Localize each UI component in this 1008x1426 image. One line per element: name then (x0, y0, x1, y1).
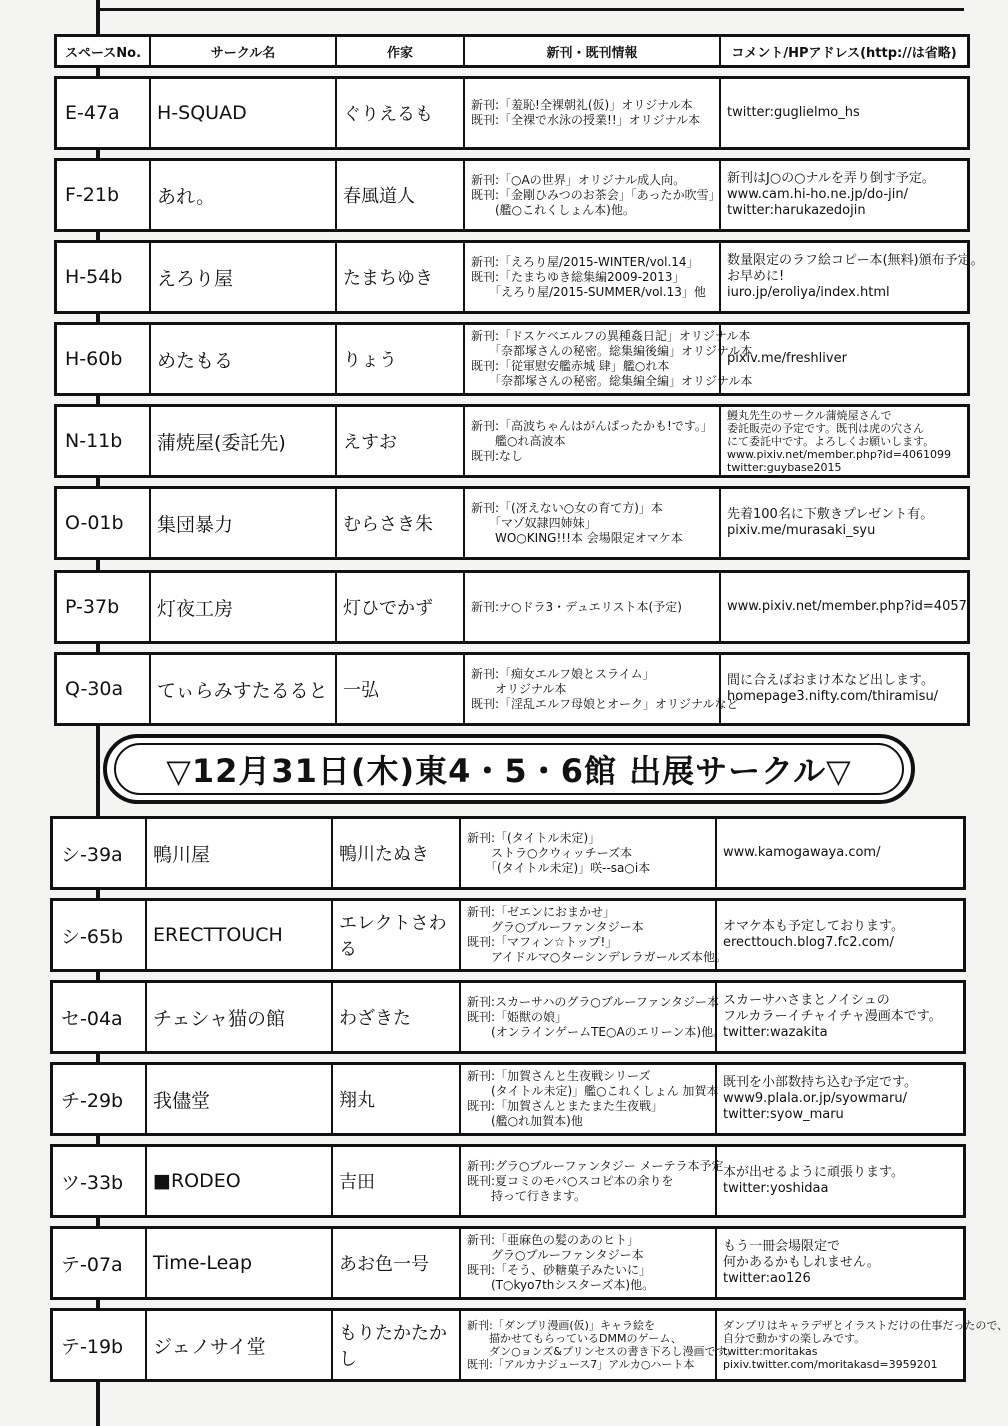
release-info-line: 新刊:「ゼエンにおまかせ」 (467, 905, 616, 919)
comment-line: 新刊はJ○の○ナルを弄り倒す予定。 (727, 171, 935, 186)
release-info-line: 既刊:夏コミのモバ○スコピ本の余りを (467, 1173, 674, 1188)
comment-line: www.kamogawaya.com/ (723, 845, 881, 860)
release-info-line: 既刊:「加賀さんとまたまた生夜戦」 (467, 1099, 664, 1113)
space-number: N-11b (57, 407, 151, 475)
release-info-line: 新刊:「ダンプリ漫画(仮)」キャラ絵を (467, 1319, 655, 1332)
release-info-line: 既刊:「マフィン☆トップ!」 (467, 935, 618, 949)
release-info-line: 既刊:「全裸で水泳の授業!!」オリジナル本 (471, 113, 701, 127)
table-row (50, 980, 966, 1054)
comment-url (721, 79, 967, 147)
comment-line: twitter:yoshidaa (723, 1181, 829, 1196)
release-info-line: 新刊:グラ○ブルーファンタジー メーテラ本予定 (467, 1158, 724, 1173)
release-info-line: 既刊:なし (471, 448, 524, 463)
comment-line: www.pixiv.net/member.php?id=4061099 (727, 447, 951, 461)
circle-name: えろり屋 (151, 243, 337, 311)
release-info-line: 既刊:「そう、砂糖菓子みたいに」 (467, 1263, 652, 1277)
release-info (465, 243, 721, 311)
comment-line: twitter:syow_maru (723, 1107, 844, 1122)
release-info-line: (艦○これくしょん本)他。 (471, 202, 635, 217)
circle-name: 鴨川屋 (147, 819, 333, 887)
comment-line: pixiv.me/freshliver (727, 351, 847, 366)
comment-line: お早めに! (727, 269, 785, 284)
author-name: 吉田 (333, 1147, 461, 1215)
comment-line: erecttouch.blog7.fc2.com/ (723, 935, 894, 950)
circle-name: Time-Leap (147, 1229, 333, 1297)
comment-line: 委託販売の予定です。既刊は虎の穴さん (727, 421, 925, 435)
comment-url (717, 1065, 963, 1133)
space-number: テ-07a (53, 1229, 147, 1297)
comment-line: twitter:ao126 (723, 1271, 811, 1286)
release-info-line: 既刊:「淫乱エルフ母娘とオーク」オリジナルなど (471, 696, 739, 711)
circle-name: 蒲焼屋(委託先) (151, 407, 337, 475)
release-info-line: 新刊:「えろり屋/2015-WINTER/vol.14」 (471, 254, 699, 269)
release-info-line: 新刊:「羞恥!全裸朝礼(仮)」オリジナル本 (471, 98, 693, 112)
release-info (461, 1147, 724, 1215)
author-name: ぐりえるも (337, 79, 465, 147)
table-row (50, 898, 966, 972)
comment-url (717, 983, 963, 1051)
author-name: わざきた (333, 983, 461, 1051)
top-border-line (96, 0, 964, 11)
release-info-line: 艦○れ高波本 (471, 433, 566, 448)
space-number: テ-19b (53, 1311, 147, 1379)
author-name: 春風道人 (337, 161, 465, 229)
release-info-line: 「えろり屋/2015-SUMMER/vol.13」他 (471, 284, 706, 299)
comment-line: 既刊を小部数持ち込む予定です。 (723, 1075, 917, 1090)
circle-name: 我儘堂 (147, 1065, 333, 1133)
space-number: E-47a (57, 79, 151, 147)
author-name: たまちゆき (337, 243, 465, 311)
space-number: シ-39a (53, 819, 147, 887)
release-info-line: グラ○ブルーファンタジー本 (467, 920, 644, 934)
table-row (54, 570, 970, 644)
table-row (54, 652, 970, 726)
comment-line: pixiv.me/murasaki_syu (727, 523, 876, 538)
release-info-line: 持って行きます。 (467, 1188, 587, 1203)
table-row (54, 404, 970, 478)
comment-line: にて委託中です。よろしくお願いします。 (727, 434, 935, 448)
circle-name: チェシャ猫の館 (147, 983, 333, 1051)
release-info (465, 489, 721, 557)
comment-line: 間に合えばおまけ本など出します。 (727, 673, 934, 688)
author-name: 一弘 (337, 655, 465, 723)
circle-name: てぃらみすたるると (151, 655, 337, 723)
release-info-line: 既刊:「アルカナジュース7」アルカ○ハート本 (467, 1358, 695, 1371)
release-info-line: 新刊:スカーサハのグラ○ブルーファンタジー本 (467, 994, 719, 1009)
comment-url (721, 161, 967, 229)
comment-line: フルカラーイチャイチャ漫画本です。 (723, 1009, 942, 1024)
release-info-line: 描かせてもらっているDMMのゲーム、 (467, 1332, 682, 1345)
comment-url (721, 489, 967, 557)
author-name: もりたかたかし (333, 1311, 461, 1379)
release-info-line: オリジナル本 (471, 681, 567, 696)
release-info-line: 「(タイトル未定)」咲--sa○i本 (467, 860, 651, 875)
circle-name: ■RODEO (147, 1147, 333, 1215)
circle-name: あれ。 (151, 161, 337, 229)
space-number: P-37b (57, 573, 151, 641)
circle-name: ジェノサイ堂 (147, 1311, 333, 1379)
space-number: Q-30a (57, 655, 151, 723)
release-info-line: ストラ○クウィッチーズ本 (467, 845, 633, 860)
comment-line: 先着100名に下敷きプレゼント有。 (727, 507, 934, 522)
release-info-line: 「マゾ奴隷四姉妹」 (471, 515, 597, 530)
circle-name: ERECTTOUCH (147, 901, 333, 969)
table-row (54, 76, 970, 150)
comment-line: スカーサハさまとノイシュの (723, 993, 890, 1008)
comment-line: iuro.jp/eroliya/index.html (727, 285, 890, 300)
space-number: ツ-33b (53, 1147, 147, 1215)
release-info-line: 新刊:「亜麻色の髪のあのヒト」 (467, 1233, 640, 1247)
release-info-line: 「奈都塚さんの秘密。総集編全編」オリジナル本 (471, 374, 753, 388)
comment-url (721, 655, 967, 723)
release-info-line: アイドルマ○ターシンデレラガールズ本他。 (467, 950, 728, 964)
release-info-line: 既刊:「金剛ひみつのお茶会」「あったか吹雪」 (471, 187, 721, 202)
release-info (465, 655, 739, 723)
header-space: スペースNo. (57, 37, 151, 65)
author-name: えすお (337, 407, 465, 475)
release-info-line: 新刊:「高波ちゃんはがんばったかも!です。」 (471, 418, 713, 433)
space-number: シ-65b (53, 901, 147, 969)
comment-url (717, 1147, 963, 1215)
author-name: 翔丸 (333, 1065, 461, 1133)
space-number: F-21b (57, 161, 151, 229)
comment-line: www.cam.hi-ho.ne.jp/do-jin/ (727, 187, 908, 202)
release-info-line: グラ○ブルーファンタジー本 (467, 1248, 644, 1262)
release-info (461, 1311, 737, 1379)
space-number: チ-29b (53, 1065, 147, 1133)
comment-url (717, 1311, 1008, 1379)
comment-line: 数量限定のラフ絵コピー本(無料)頒布予定。 (727, 253, 984, 268)
header-comment: コメント/HPアドレス(http://は省略) (731, 45, 957, 61)
circle-name: 灯夜工房 (151, 573, 337, 641)
comment-line: 何かあるかもしれません。 (723, 1255, 880, 1270)
release-info-line: WO○KING!!!本 会場限定オマケ本 (471, 530, 683, 545)
comment-line: pixiv.twitter.com/moritakasd=3959201 (723, 1358, 938, 1371)
release-info-line: (T○kyo7thシスターズ本)他。 (467, 1278, 655, 1292)
release-info-line: 新刊:「(タイトル未定)」 (467, 830, 601, 845)
circle-name: H-SQUAD (151, 79, 337, 147)
comment-line: 鰻丸先生のサークル蒲焼屋さんで (727, 408, 892, 422)
release-info-line: 新刊:「加賀さんと生夜戦シリーズ (467, 1069, 651, 1083)
release-info (461, 819, 717, 887)
comment-line: もう一冊会場限定で (723, 1239, 841, 1254)
release-info-line: (艦○れ加賀本)他 (467, 1114, 583, 1128)
comment-url (721, 325, 967, 393)
comment-line: ダンプリはキャラデザとイラストだけの仕事だったので、 (723, 1319, 1008, 1332)
comment-line: www9.plala.or.jp/syowmaru/ (723, 1091, 907, 1106)
comment-line: 自分で動かすの楽しみです。 (723, 1332, 866, 1345)
table-row (54, 240, 984, 314)
release-info-line: 既刊:「姫獣の娘」 (467, 1009, 568, 1024)
table-row (54, 486, 970, 560)
comment-line: 本が出せるように頑張ります。 (723, 1165, 904, 1180)
table-row (50, 1144, 966, 1218)
circle-name: 集団暴力 (151, 489, 337, 557)
table-row (50, 816, 966, 890)
table-row (54, 158, 970, 232)
comment-line: homepage3.nifty.com/thiramisu/ (727, 689, 939, 704)
author-name: むらさき朱 (337, 489, 465, 557)
release-info-line: (オンラインゲームTE○Aのエリーン本)他。 (467, 1024, 726, 1039)
space-number: セ-04a (53, 983, 147, 1051)
comment-line: www.pixiv.net/member.php?id=4057 (727, 599, 967, 614)
comment-url (721, 243, 984, 311)
release-info (465, 79, 721, 147)
comment-line: twitter:guybase2015 (727, 460, 842, 474)
day-banner-text: ▽12月31日(木)東4・5・6館 出展サークル▽ (114, 743, 904, 795)
table-row (50, 1226, 966, 1300)
author-name: 灯ひでかず (337, 573, 465, 641)
header-info: 新刊・既刊情報 (465, 37, 721, 65)
release-info-line: 新刊:「○Aの世界」オリジナル成人向。 (471, 172, 686, 187)
header-author: 作家 (337, 37, 465, 65)
comment-url (717, 1229, 963, 1297)
comment-line: オマケ本も予定しております。 (723, 919, 904, 934)
release-info (461, 901, 728, 969)
comment-url (717, 819, 963, 887)
comment-line: twitter:wazakita (723, 1025, 828, 1040)
author-name: エレクトさわる (333, 901, 461, 969)
release-info (461, 983, 726, 1051)
release-info (465, 407, 721, 475)
table-row (54, 322, 970, 396)
comment-line: twitter:guglielmo_hs (727, 105, 860, 120)
release-info-line: (タイトル未定)」艦○これくしょん 加賀本 (467, 1084, 719, 1098)
table-header (54, 34, 970, 68)
comment-line: twitter:harukazedojin (727, 203, 866, 218)
comment-url (721, 573, 967, 641)
release-info-line: 新刊:「(冴えない○女の育て方)」本 (471, 500, 663, 515)
release-info-line: 新刊:ナ○ドラ3・デュエリスト本(予定) (471, 599, 682, 614)
author-name: あお色一号 (333, 1229, 461, 1297)
release-info (461, 1229, 717, 1297)
release-info (465, 325, 753, 393)
table-row (50, 1062, 966, 1136)
author-name: りょう (337, 325, 465, 393)
table-row (50, 1308, 1008, 1382)
circle-name: めたもる (151, 325, 337, 393)
comment-line: twitter:moritakas (723, 1345, 818, 1358)
release-info (461, 1065, 717, 1133)
space-number: O-01b (57, 489, 151, 557)
release-info (465, 161, 721, 229)
space-number: H-60b (57, 325, 151, 393)
header-circle: サークル名 (151, 37, 337, 65)
release-info (465, 573, 721, 641)
release-info-line: 既刊:「たまちゆき総集編2009-2013」 (471, 269, 685, 284)
release-info-line: 新刊:「ドスケベエルフの異種姦日記」オリジナル本 (471, 329, 751, 343)
release-info-line: 「奈都塚さんの秘密。総集編後編」オリジナル本 (471, 344, 753, 358)
comment-url (717, 901, 963, 969)
comment-url (721, 407, 967, 475)
author-name: 鴨川たぬき (333, 819, 461, 887)
release-info-line: ダン○ョンズ&プリンセスの書き下ろし漫画です。 (467, 1345, 737, 1358)
day-banner (103, 734, 915, 804)
space-number: H-54b (57, 243, 151, 311)
release-info-line: 既刊:「従軍慰安艦赤城 肆」艦○れ本 (471, 359, 670, 373)
release-info-line: 新刊:「痴女エルフ娘とスライム」 (471, 666, 655, 681)
